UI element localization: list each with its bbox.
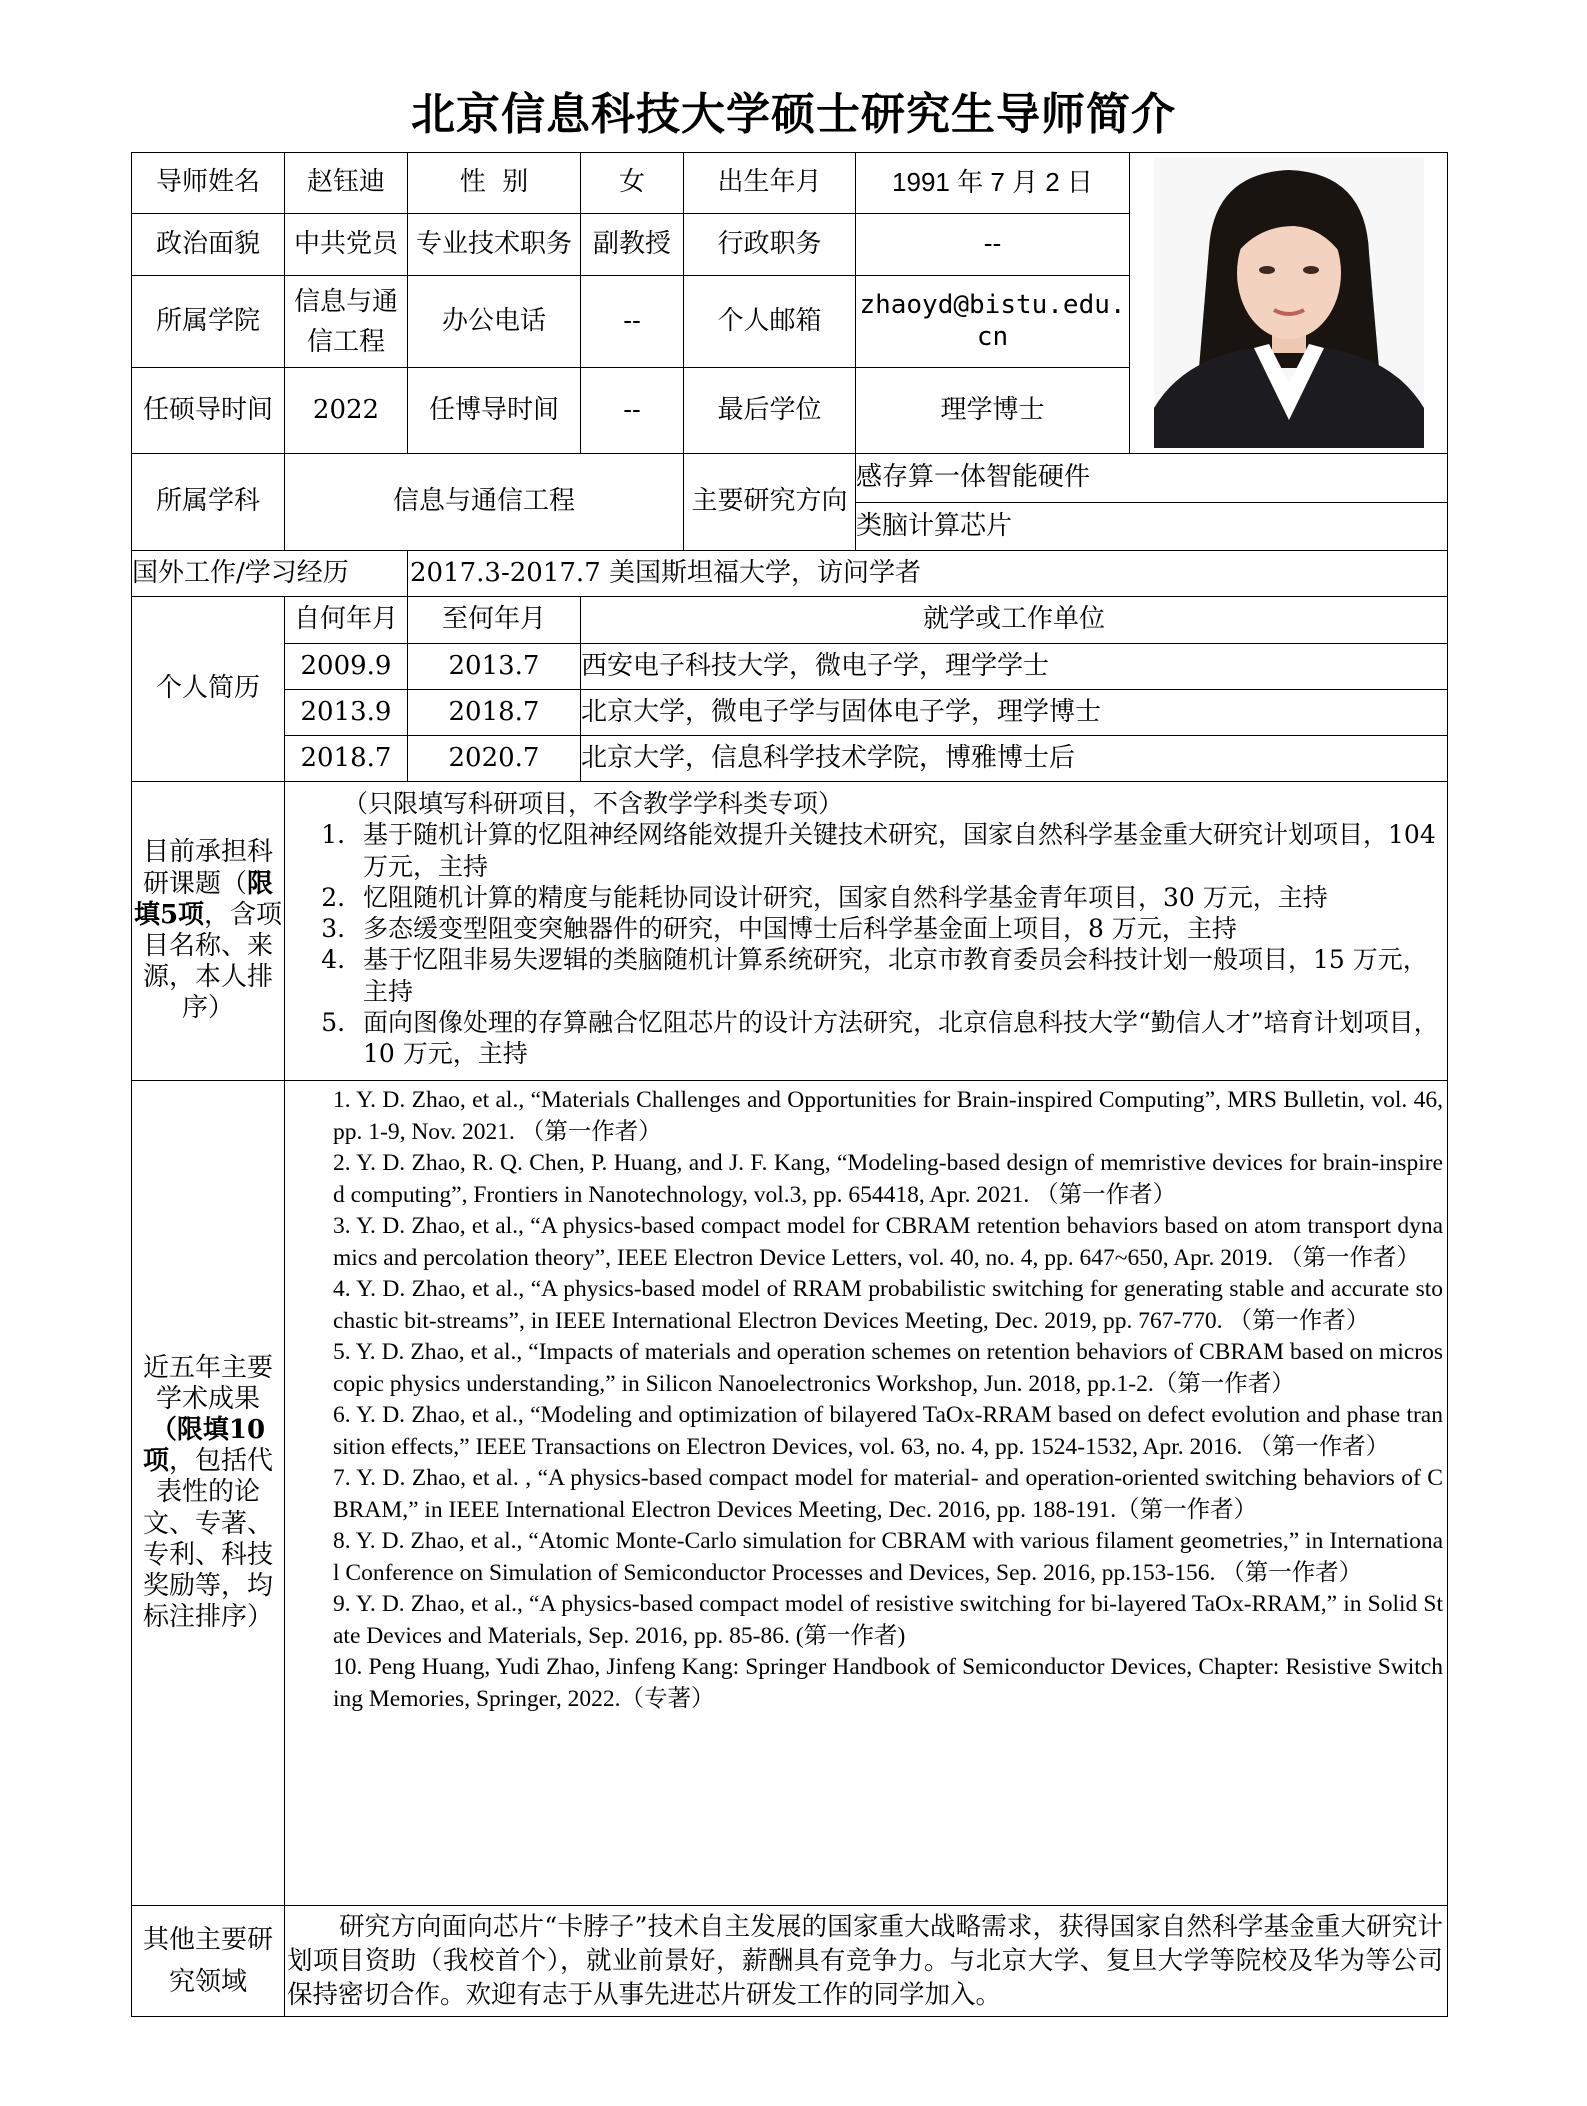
list-item: 2. 忆阻随机计算的精度与能耗协同设计研究，国家自然科学基金青年项目，30 万元，主持 [353,882,1441,913]
achievements-label-c: ，包括代表性的论文、专著、专利、科技奖励等，均标注排序） [142,1446,274,1633]
resume-to: 2020.7 [408,736,581,782]
prof-title-value: 副教授 [581,214,684,276]
projects-label [132,782,285,1081]
resume-header-to: 至何年月 [408,597,581,644]
prof-title-label: 专业技术职务 [408,214,581,276]
achievements-content [285,1081,1448,1906]
portrait-photo [1154,158,1424,448]
name-value: 赵钰迪 [285,153,408,214]
list-item: 5. Y. D. Zhao, et al., “Impacts of materials and operation schemes on retention behaviors of CBRAM based on microscopic physics understanding,” in Silicon Nanoelectronics Workshop, Jun. 2018, pp.1-2.（第一作者） [333,1339,1443,1397]
political-value: 中共党员 [285,214,408,276]
publication-list [285,1081,1447,1719]
list-item: 5. 面向图像处理的存算融合忆阻芯片的设计方法研究，北京信息科技大学“勤信人才”培育计划项目，10 万元，主持 [353,1007,1441,1070]
resume-to: 2013.7 [408,644,581,690]
college-value: 信息与通信工程 [285,276,408,368]
resume-header-unit: 就学或工作单位 [581,597,1448,644]
discipline-value: 信息与通信工程 [285,454,684,551]
name-label: 导师姓名 [132,153,285,214]
table-row [132,644,1448,690]
projects-list [303,819,1441,1069]
resume-label: 个人简历 [132,597,285,782]
birth-value: 1991 年 7 月 2 日 [856,153,1130,214]
gender-label: 性 别 [408,153,581,214]
row-other [132,1906,1448,2017]
achievements-label-b: （限填10项 [142,1415,266,1477]
row-resume-header [132,597,1448,644]
page-title: 北京信息科技大学硕士研究生导师简介 [411,89,1176,140]
political-label: 政治面貌 [132,214,285,276]
resume-header-from: 自何年月 [285,597,408,644]
discipline-label: 所属学科 [132,454,285,551]
projects-label-c: ，含项目名称、来源，本人排序） [142,899,283,1024]
projects-label-b: 限填5项 [133,868,274,930]
achievements-label-a: 近五年主要学术成果 [142,1352,273,1414]
other-content [285,1906,1448,2017]
admin-value: -- [856,214,1130,276]
other-text: 研究方向面向芯片“卡脖子”技术自主发展的国家重大战略需求，获得国家自然科学基金重大研究计划项目资助（我校首个），就业前景好，薪酬具有竞争力。与北京大学、复旦大学等院校及华为等公司保持密切合作。欢迎有志于从事先进芯片研发工作的同学加入。 [287,1912,1443,2010]
table-row [132,736,1448,782]
degree-label: 最后学位 [684,368,856,454]
row-achievements [132,1081,1448,1906]
resume-unit: 西安电子科技大学，微电子学，理学学士 [581,644,1448,690]
phd-supervisor-label: 任博导时间 [408,368,581,454]
row-projects [132,782,1448,1081]
birth-label: 出生年月 [684,153,856,214]
gender-value: 女 [581,153,684,214]
resume-from: 2018.7 [285,736,408,782]
direction-item-2: 类脑计算芯片 [856,503,1448,551]
phone-label: 办公电话 [408,276,581,368]
row-name [132,153,1448,214]
supervisor-profile-table [131,152,1448,2017]
list-item: 4. 基于忆阻非易失逻辑的类脑随机计算系统研究，北京市教育委员会科技计划一般项目，15 万元，主持 [353,944,1441,1007]
resume-from: 2009.9 [285,644,408,690]
list-item: 1. Y. D. Zhao, et al., “Materials Challenges and Opportunities for Brain-inspired Computing”, MRS Bulletin, vol. 46, pp. 1-9, Nov. 2021. （第一作者） [333,1087,1443,1145]
list-item: 3. 多态缓变型阻变突触器件的研究，中国博士后科学基金面上项目，8 万元，主持 [353,913,1441,944]
direction-item-1: 感存算一体智能硬件 [856,454,1448,503]
phd-supervisor-value: -- [581,368,684,454]
direction-label: 主要研究方向 [684,454,856,551]
list-item: 3. Y. D. Zhao, et al., “A physics-based compact model for CBRAM retention behaviors based on atom transport dynamics and percolation theory”, IEEE Electron Device Letters, vol. 40, no. 4, pp. 647~650, Apr. 2019. （第一作者） [333,1213,1443,1271]
row-overseas [132,551,1448,597]
projects-note: （只限填写科研项目，不含教学学科类专项） [343,789,844,818]
projects-content [285,782,1448,1081]
resume-to: 2018.7 [408,690,581,736]
resume-unit: 北京大学，信息科学技术学院，博雅博士后 [581,736,1448,782]
list-item: 8. Y. D. Zhao, et al., “Atomic Monte-Carlo simulation for CBRAM with various filament geometries,” in International Conference on Simulation of Semiconductor Processes and Devices, Sep. 2016, pp.153-156. （第一作者） [333,1528,1443,1586]
degree-value: 理学博士 [856,368,1130,454]
list-item: 6. Y. D. Zhao, et al., “Modeling and optimization of bilayered TaOx-RRAM based on defect evolution and phase transition effects,” IEEE Transactions on Electron Devices, vol. 63, no. 4, pp. 1524-1532, Apr. 2016. （第一作者） [333,1402,1443,1460]
list-item: 10. Peng Huang, Yudi Zhao, Jinfeng Kang: Springer Handbook of Semiconductor Devices, Chapter: Resistive Switching Memories, Springer, 2022.（专著） [333,1654,1443,1712]
other-label: 其他主要研究领域 [132,1906,285,2017]
college-label: 所属学院 [132,276,285,368]
phone-value: -- [581,276,684,368]
list-item: 7. Y. D. Zhao, et al. , “A physics-based compact model for material- and operation-oriented switching behaviors of CBRAM,” in IEEE International Electron Devices Meeting, Dec. 2016, pp. 188-191.（第一作者） [333,1465,1443,1523]
table-row [132,690,1448,736]
photo-cell [1130,153,1448,454]
master-supervisor-label: 任硕导时间 [132,368,285,454]
email-value: zhaoyd@bistu.edu.cn [856,276,1130,368]
list-item: 4. Y. D. Zhao, et al., “A physics-based model of RRAM probabilistic switching for generating stable and accurate stochastic bit-streams”, in IEEE International Electron Devices Meeting, Dec. 2019, pp. 767-770. （第一作者） [333,1276,1443,1334]
row-discipline [132,454,1448,503]
master-supervisor-value: 2022 [285,368,408,454]
list-item: 9. Y. D. Zhao, et al., “A physics-based compact model of resistive switching for bi-layered TaOx-RRAM,” in Solid State Devices and Materials, Sep. 2016, pp. 85-86. (第一作者) [333,1591,1443,1649]
resume-from: 2013.9 [285,690,408,736]
projects-label-a: 目前承担科研课题（ [142,837,273,899]
admin-label: 行政职务 [684,214,856,276]
list-item: 1. 基于随机计算的忆阻神经网络能效提升关键技术研究，国家自然科学基金重大研究计划项目，104 万元，主持 [353,819,1441,882]
overseas-label: 国外工作/学习经历 [132,551,408,597]
list-item: 2. Y. D. Zhao, R. Q. Chen, P. Huang, and J. F. Kang, “Modeling-based design of memristive devices for brain-inspired computing”, Frontiers in Nanotechnology, vol.3, pp. 654418, Apr. 2021. （第一作者） [333,1150,1443,1208]
resume-unit: 北京大学，微电子学与固体电子学，理学博士 [581,690,1448,736]
overseas-value: 2017.3-2017.7 美国斯坦福大学，访问学者 [408,551,1448,597]
email-label: 个人邮箱 [684,276,856,368]
achievements-label [132,1081,285,1906]
